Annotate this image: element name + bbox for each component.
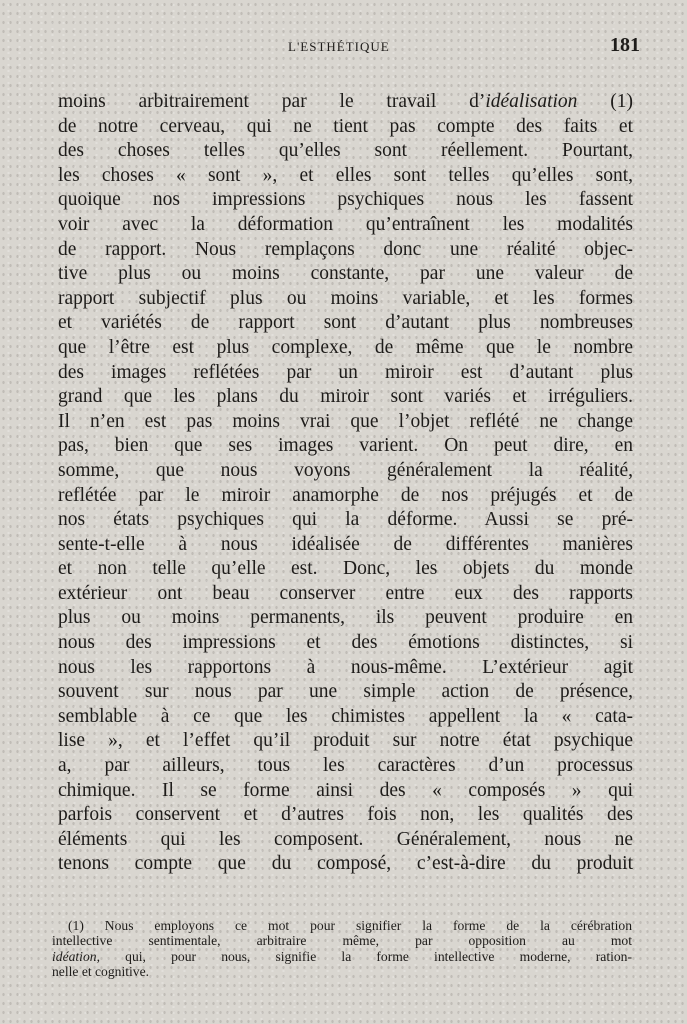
body-line: et non telle qu’elle est. Donc, les objets du monde [58,558,633,580]
body-line: voir avec la déformation qu’entraînent les modalités [58,213,633,235]
body-line: sente-t-elle à nous idéalisée de différentes manières [58,533,633,555]
page-number: 181 [610,34,640,56]
page-header [60,34,640,58]
body-line: reflétée par le miroir anamorphe de nos préjugés et de [58,484,633,506]
body-line: nos états psychiques qui la déforme. Aussi se pré- [58,509,633,531]
body-line: et variétés de rapport sont d’autant plus nombreuses [58,312,633,334]
body-line: tenons compte que du composé, c’est-à-dire du produit [58,853,633,875]
body-line: tive plus ou moins constante, par une valeur de [58,263,633,285]
body-line: que l’être est plus complexe, de même que le nombre [58,336,633,358]
body-line: semblable à ce que les chimistes appellent la « cata- [58,705,633,727]
body-line: éléments qui les composent. Généralement, nous ne [58,828,633,850]
running-title: L'ESTHÉTIQUE [288,39,390,54]
body-line: plus ou moins permanents, ils peuvent produire en [58,607,633,629]
body-line: nous des impressions et des émotions distinctes, si [58,632,633,654]
footnote-italic-term: idéation [52,948,97,964]
body-line: les choses « sont », et elles sont telles qu’elles sont, [58,164,633,186]
body-line: rapport subjectif plus ou moins variable, et les formes [58,287,633,309]
body-line: lise », et l’effet qu’il produit sur notre état psychique [58,730,633,752]
body-line: nous les rapportons à nous-même. L’extérieur agit [58,656,633,678]
body-line: moins arbitrairement par le travail d’idéalisation (1) [58,91,633,112]
body-line: des choses telles qu’elles sont réellement. Pourtant, [58,140,633,162]
footnote-line-rest: , qui, pour nous, signifie la forme intellective moderne, ration- [96,948,632,964]
body-line: grand que les plans du miroir sont variés et irréguliers. [58,386,633,408]
body-line: souvent sur nous par une simple action de présence, [58,681,633,703]
body-line: pas, bien que ses images varient. On peut dire, en [58,435,633,457]
body-line: de notre cerveau, qui ne tient pas compte des faits et [58,115,633,137]
footnote-line: nelle et cognitive. [52,963,150,979]
body-line: somme, que nous voyons généralement la réalité, [58,459,633,481]
body-line: a, par ailleurs, tous les caractères d’un processus [58,755,633,777]
footnote-line [52,949,632,964]
body-line: parfois conservent et d’autres fois non, les qualités des [58,804,633,826]
body-line: des images reflétées par un miroir est d’autant plus [58,361,633,383]
footnote [52,918,632,979]
footnote-line: (1) Nous employons ce mot pour signifier la forme de la cérébration [68,918,632,933]
body-line: Il n’en est pas moins vrai que l’objet reflété ne change [58,410,633,432]
body-line: extérieur ont beau conserver entre eux des rapports [58,582,633,604]
footnote-line: intellective sentimentale, arbitraire même, par opposition au mot [52,933,632,949]
body-line: de rapport. Nous remplaçons donc une réalité objec- [58,238,633,260]
body-line: quoique nos impressions psychiques nous les fassent [58,189,633,211]
body-line: chimique. Il se forme ainsi des « composés » qui [58,779,633,801]
body-text [58,90,633,877]
